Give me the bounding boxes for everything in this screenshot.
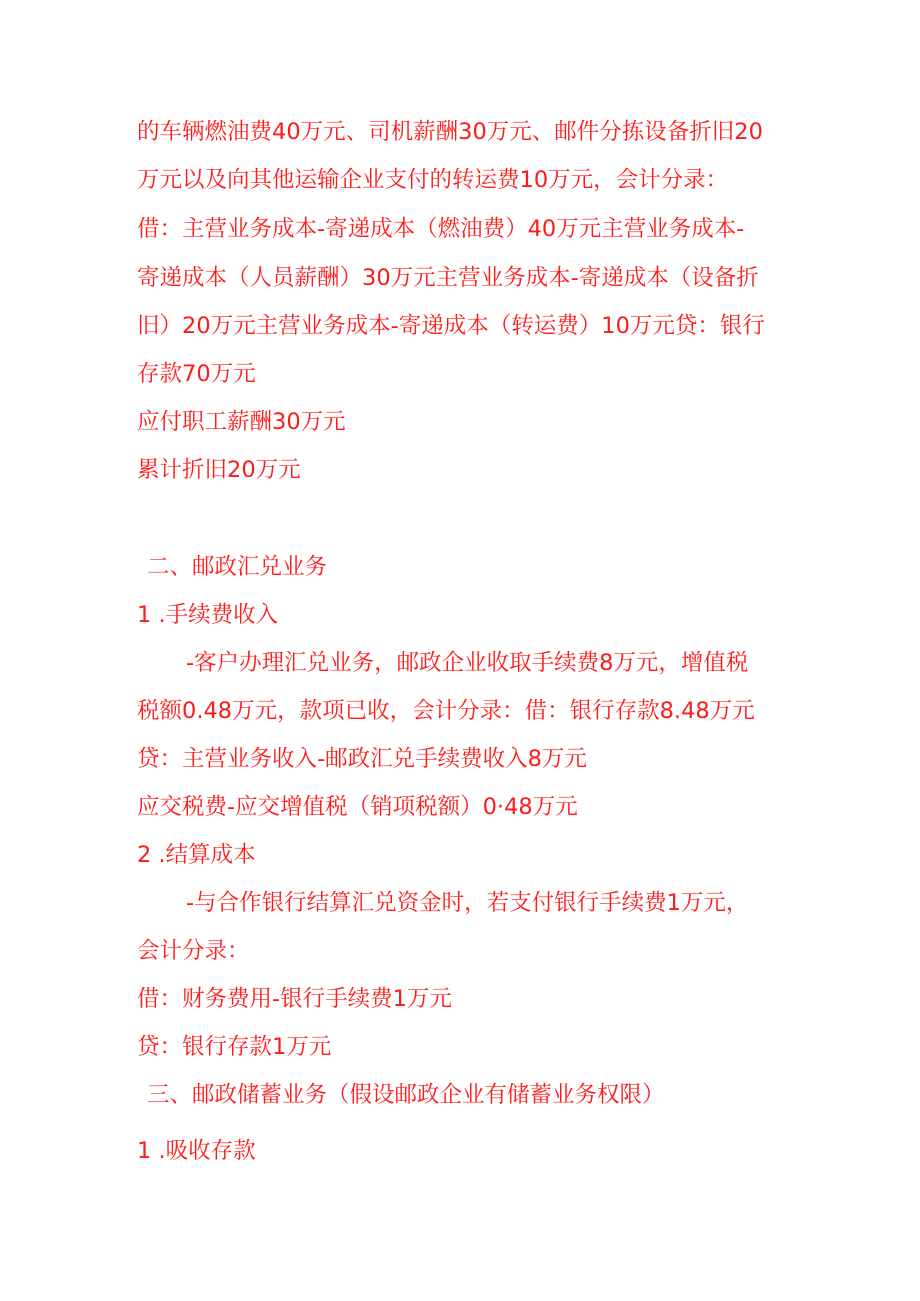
credit-entry-line: 贷：主营业务收入-邮政汇兑手续费收入8万元 — [137, 746, 587, 772]
credit-entry-line: 贷：银行存款1万元 — [137, 1034, 332, 1060]
paragraph-line: 的车辆燃油费40万元、司机薪酬30万元、邮件分拣设备折旧20 — [137, 119, 763, 145]
paragraph-line: 万元以及向其他运输企业支付的转运费10万元，会计分录： — [137, 167, 729, 193]
item-heading: 1 .吸收存款 — [137, 1138, 256, 1164]
paragraph-line: 税额0.48万元，款项已收，会计分录：借：银行存款8.48万元 — [137, 698, 755, 724]
depreciation-line: 累计折旧20万元 — [137, 457, 301, 483]
item-heading: 1 .手续费收入 — [137, 602, 279, 628]
section-heading: 二、邮政汇兑业务 — [147, 554, 328, 580]
paragraph-line: 会计分录： — [137, 938, 250, 964]
paragraph-line: 存款70万元 — [137, 361, 256, 387]
paragraph-line: -与合作银行结算汇兑资金时，若支付银行手续费1万元， — [186, 890, 749, 916]
paragraph-line: -客户办理汇兑业务，邮政企业收取手续费8万元，增值税 — [186, 650, 749, 676]
tax-entry-line: 应交税费-应交增值税（销项税额）0·48万元 — [137, 794, 578, 820]
debit-entry-line: 借：财务费用-银行手续费1万元 — [137, 986, 452, 1012]
paragraph-line: 寄递成本（人员薪酬）30万元主营业务成本-寄递成本（设备折 — [137, 265, 759, 291]
paragraph-line: 旧）20万元主营业务成本-寄递成本（转运费）10万元贷：银行 — [137, 313, 765, 339]
item-heading: 2 .结算成本 — [137, 842, 256, 868]
section-heading: 三、邮政储蓄业务（假设邮政企业有储蓄业务权限） — [147, 1082, 665, 1108]
paragraph-line: 借：主营业务成本-寄递成本（燃油费）40万元主营业务成本- — [137, 216, 745, 242]
salary-payable-line: 应付职工薪酬30万元 — [137, 409, 346, 435]
